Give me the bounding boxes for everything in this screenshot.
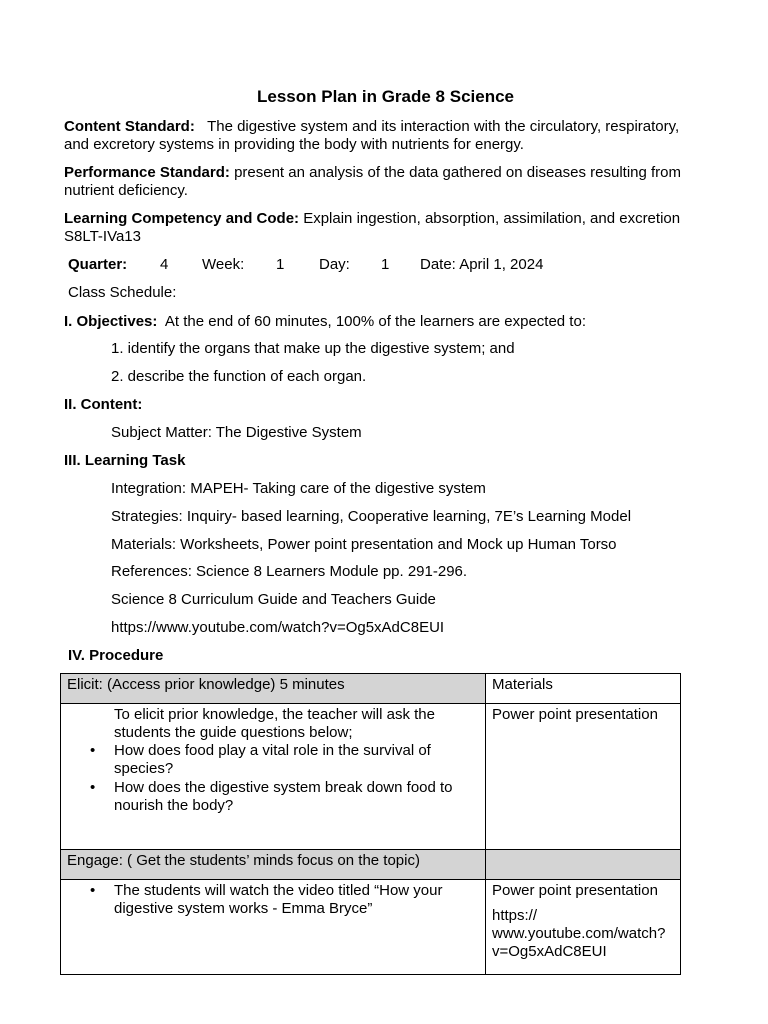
list-item: • How does the digestive system break down food to nourish the body? — [90, 779, 453, 814]
learning-competency-label: Learning Competency and Code: — [64, 210, 300, 227]
lesson-date: Date: April 1, 2024 — [420, 256, 544, 273]
quarter-value: 4 — [160, 256, 169, 273]
content-standard-text: The digestive system and its interaction with the circulatory, respiratory, — [207, 118, 680, 135]
table-row — [61, 674, 681, 704]
learning-competency — [64, 210, 680, 228]
content-label: II. Content: — [64, 396, 143, 413]
elicit-questions — [67, 742, 479, 815]
references: References: Science 8 Learners Module pp. 291-296. — [111, 563, 468, 580]
list-item: • The students will watch the video titled “How your digestive system works - Emma Bryce” — [90, 882, 443, 917]
engage-header: Engage: ( Get the students’ minds focus on the topic) — [61, 850, 486, 880]
elicit-intro-2: students the guide questions below; — [114, 724, 353, 741]
procedure-table — [60, 673, 681, 975]
engage-materials — [486, 880, 681, 975]
table-row — [61, 880, 681, 975]
performance-standard-text: present an analysis of the data gathered on diseases resulting from — [234, 164, 682, 181]
table-row — [61, 704, 681, 850]
engage-video-link[interactable]: https:// www.youtube.com/watch? v=Og5xAdC8EUI — [492, 907, 666, 960]
objective-item-2: 2. describe the function of each organ. — [111, 368, 367, 385]
week-value: 1 — [276, 256, 285, 273]
objective-item-1: 1. identify the organs that make up the digestive system; and — [111, 340, 515, 357]
objectives-label: I. Objectives: — [64, 313, 158, 330]
curriculum-guide: Science 8 Curriculum Guide and Teachers Guide — [111, 591, 436, 608]
integration: Integration: MAPEH- Taking care of the digestive system — [111, 480, 486, 497]
engage-materials-text: Power point presentation — [492, 882, 658, 899]
subject-matter: Subject Matter: The Digestive System — [111, 424, 362, 441]
procedure-label: IV. Procedure — [68, 647, 164, 664]
engage-materials-header — [486, 850, 681, 880]
objectives — [64, 313, 586, 331]
performance-standard — [64, 164, 681, 182]
reference-url[interactable]: https://www.youtube.com/watch?v=Og5xAdC8EUI — [111, 619, 445, 636]
day-label: Day: — [319, 256, 350, 273]
performance-standard-label: Performance Standard: — [64, 164, 230, 181]
list-item: • How does food play a vital role in the survival of species? — [90, 742, 431, 777]
performance-standard-text-2: nutrient deficiency. — [64, 182, 188, 199]
quarter-label: Quarter: — [68, 256, 128, 273]
engage-content — [61, 880, 486, 975]
page-title: Lesson Plan in Grade 8 Science — [257, 87, 514, 106]
day-value: 1 — [381, 256, 390, 273]
learning-task-label: III. Learning Task — [64, 452, 186, 469]
engage-list — [67, 882, 479, 918]
week-label: Week: — [202, 256, 245, 273]
elicit-materials: Power point presentation — [486, 704, 681, 850]
learning-competency-text: Explain ingestion, absorption, assimilation, and excretion — [303, 210, 681, 227]
materials-header: Materials — [486, 674, 681, 704]
strategies: Strategies: Inquiry- based learning, Cooperative learning, 7E’s Learning Model — [111, 508, 632, 525]
content-standard-text-2: and excretory systems in providing the body with nutrients for energy. — [64, 136, 524, 153]
content-standard — [64, 118, 679, 136]
learning-competency-code: S8LT-IVa13 — [64, 228, 141, 245]
elicit-content — [61, 704, 486, 850]
class-schedule: Class Schedule: — [68, 284, 177, 301]
objectives-intro: At the end of 60 minutes, 100% of the learners are expected to: — [164, 313, 586, 330]
table-row — [61, 850, 681, 880]
content-standard-label: Content Standard: — [64, 118, 195, 135]
elicit-header: Elicit: (Access prior knowledge) 5 minutes — [61, 674, 486, 704]
elicit-intro-1: To elicit prior knowledge, the teacher will ask the — [114, 706, 435, 723]
materials: Materials: Worksheets, Power point presentation and Mock up Human Torso — [111, 536, 617, 553]
